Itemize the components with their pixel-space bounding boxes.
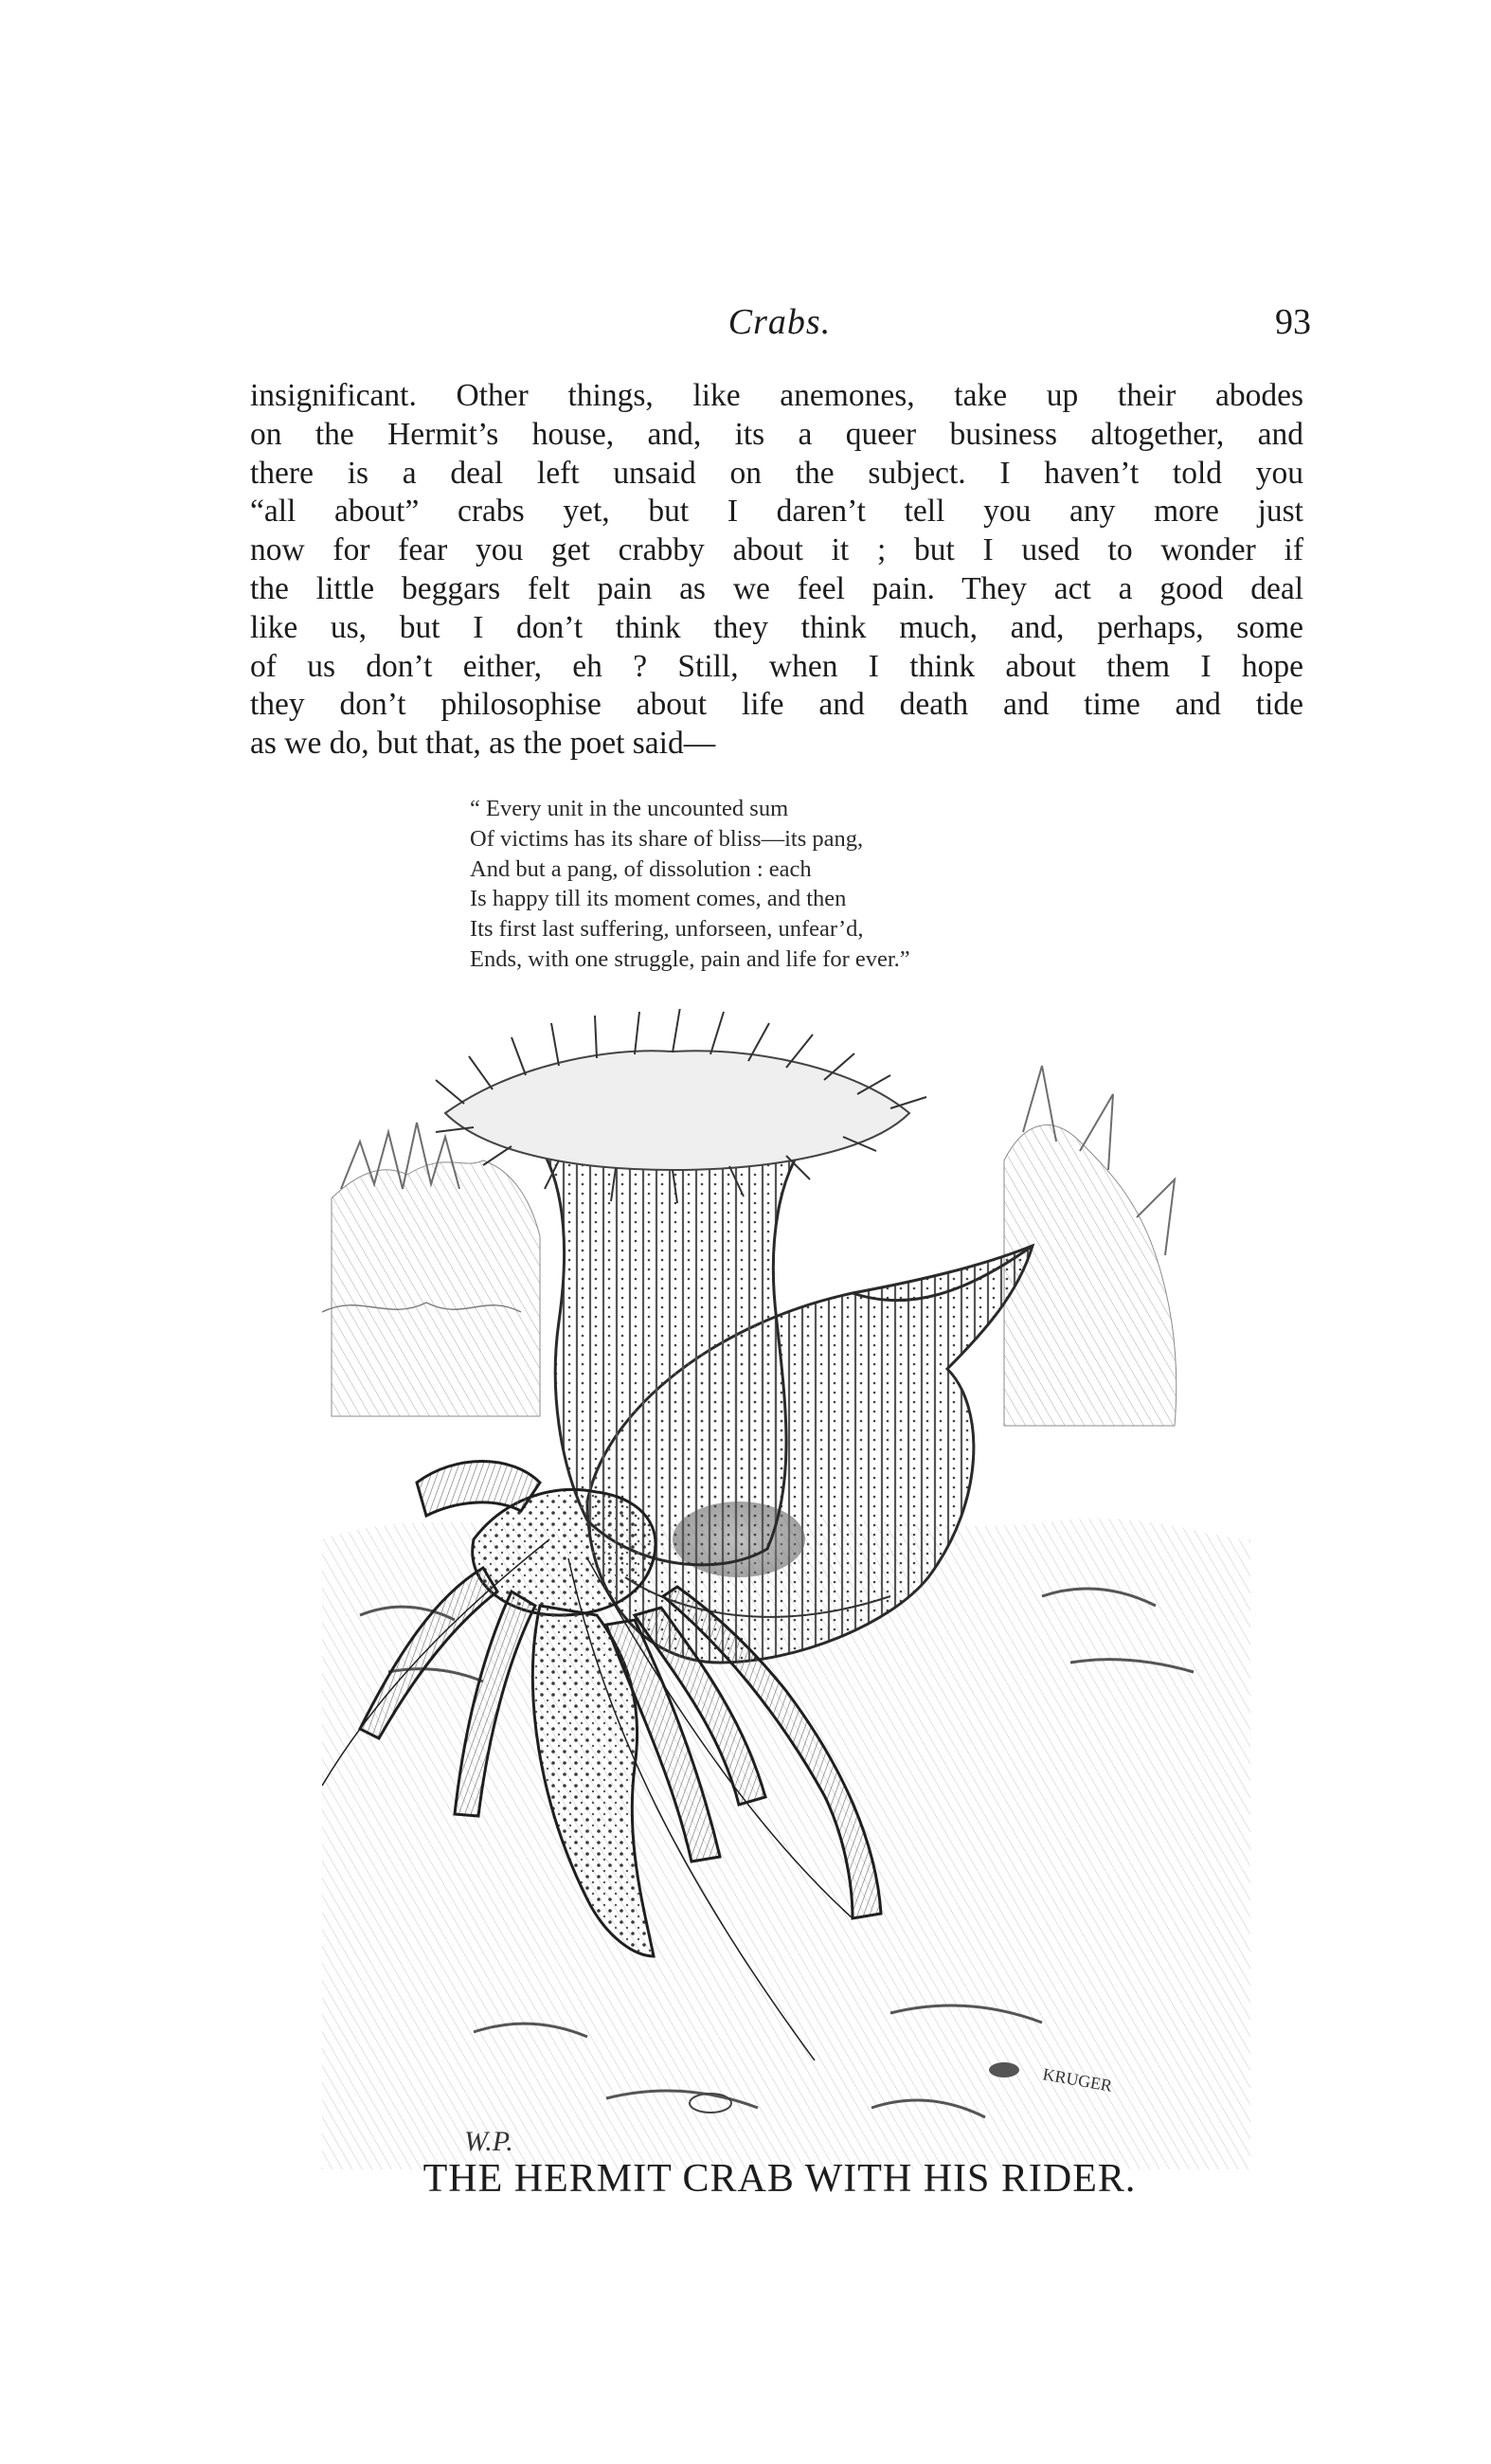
body-paragraph [250,377,1303,764]
seaweed-left [322,1123,540,1416]
body-line: as we do, but that, as the poet said— [250,726,716,762]
engraver-signature-right: KRUGER [1041,2064,1114,2095]
body-line: the little beggars felt pain as we feel pain. They act a good deal [250,570,1303,606]
verse-line: Its first last suffering, unforseen, unfear’d, [470,916,864,943]
body-line: “all about” crabs yet, but I daren’t tell you any more just [250,494,1303,530]
hermit-crab-engraving [322,1009,1250,2169]
body-line: on the Hermit’s house, and, its a queer business altogether, and [250,416,1303,452]
verse-quotation [470,794,1152,975]
body-line: they don’t philosophise about life and death and time and tide [250,687,1303,723]
verse-line: Is happy till its moment comes, and then [470,886,847,912]
verse-line: Ends, with one struggle, pain and life for ever.” [470,945,910,972]
running-head [248,301,1311,349]
engraver-signature-left: W.P. [464,2126,513,2157]
verse-line: Of victims has its share of bliss—its pang, [470,825,864,852]
verse-line: And but a pang, of dissolution : each [470,855,812,882]
body-line: now for fear you get crabby about it ; but I used to wonder if [250,532,1303,568]
body-line: of us don’t either, eh ? Still, when I think about them I hope [250,648,1303,684]
body-line: like us, but I don’t think they think much, and, perhaps, some [250,609,1303,645]
body-line: insignificant. Other things, like anemones, take up their abodes [250,378,1303,413]
verse-line: “ Every unit in the uncounted sum [470,796,789,821]
running-title: Crabs. [728,302,832,342]
body-line: there is a deal left unsaid on the subject. I haven’t told you [250,455,1303,491]
figure-caption: THE HERMIT CRAB WITH HIS RIDER. [422,2157,1137,2201]
page-number: 93 [1275,302,1311,342]
